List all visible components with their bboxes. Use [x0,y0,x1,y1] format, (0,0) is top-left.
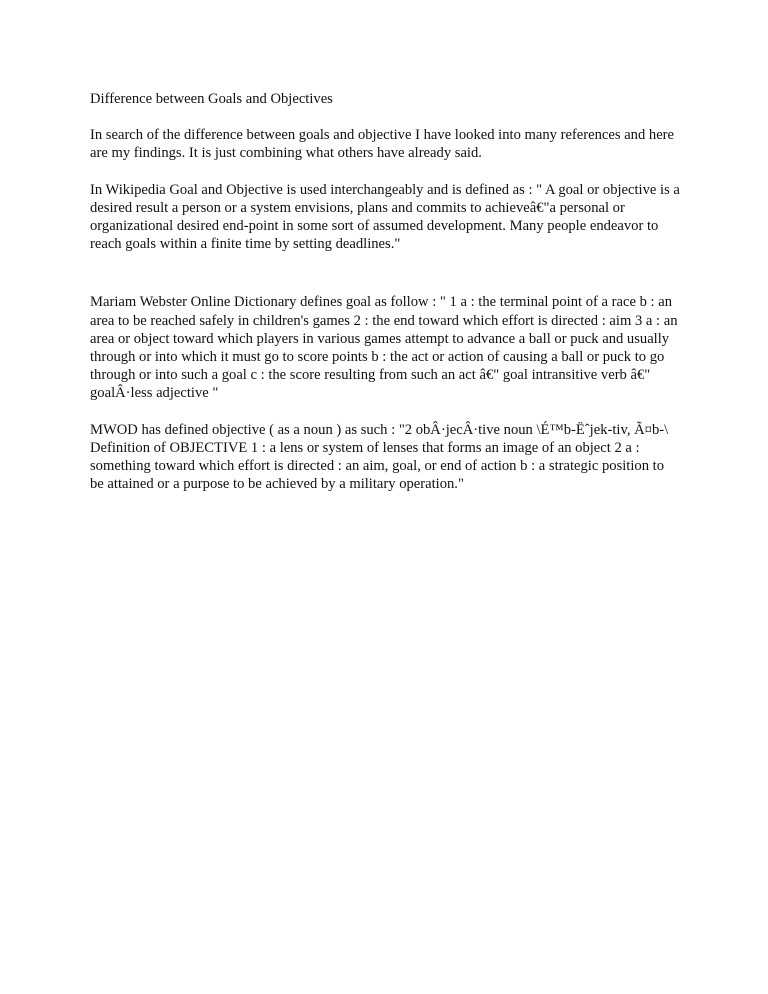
paragraph-objective-definition: MWOD has defined objective ( as a noun ) as such : "2 obÂ·jecÂ·tive noun \É™b-Ëˆjek-tiv, Ã¤b-\ Definition of OBJECTIVE 1 : a lens or system of lenses that forms an image of an object 2 a : something toward which effort is directed : an aim, goal, or end of action b : a strategic position to be attained or a purpose to be achieved by a military operation." [90,421,669,493]
paragraph-wikipedia: In Wikipedia Goal and Objective is used interchangeably and is defined as : " A goal or objective is a desired result a person or a system envisions, plans and commits to achieveâ€"a personal or organizational desired end-point in some sort of assumed development. Many people endeavor to reach goals within a finite time by setting deadlines." [90,181,680,253]
document-title: Difference between Goals and Objectives [90,91,333,107]
paragraph-goal-definition: Mariam Webster Online Dictionary defines goal as follow : " 1 a : the terminal point of a race b : an area to be reached safely in children's games 2 : the end toward which effort is directed : aim 3 a : an area or object toward which players in various games attempt to advance a ball or puck and usually through or into which it must go to score points b : the act or action of causing a ball or puck to go through or into such a goal c : the score resulting from such an act â€" goal intransitive verb â€" goalÂ·less adjective " [90,294,678,402]
document-body [90,90,680,493]
paragraph-intro: In search of the difference between goals and objective I have looked into many references and here are my findings. It is just combining what others have already said. [90,127,675,162]
